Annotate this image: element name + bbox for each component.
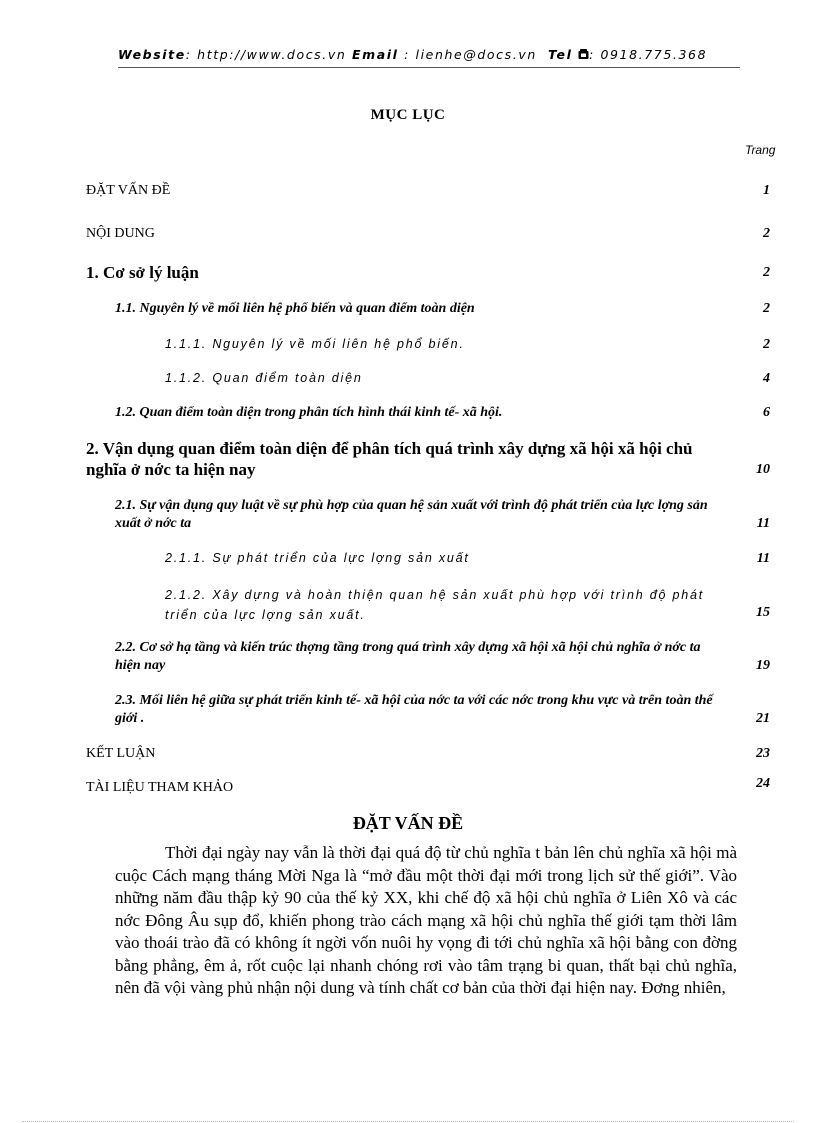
toc-entry-text: NỘI DUNG — [86, 226, 155, 241]
toc-entry-page: 10 — [756, 462, 770, 477]
toc-entry-text: 1. Cơ sở lý luận — [86, 263, 199, 282]
toc-entry-page: 2 — [763, 226, 770, 241]
toc-entry-text: 2. Vận dụng quan điểm toàn diện để phân tích quá trình xây dựng xã hội xã hội chủ nghĩa ở nớc ta hiện nay — [86, 439, 693, 479]
toc-entry-page: 11 — [756, 551, 770, 566]
tel-value: : 0918.775.368 — [589, 47, 708, 62]
toc-title: MỤC LỤC — [370, 107, 446, 123]
toc-entry-text: 2.3. Mối liên hệ giữa sự phát triển kinh tế- xã hội của nớc ta với các nớc trong khu vực và trên toàn thế giới . — [115, 693, 713, 726]
page-header — [118, 47, 740, 68]
toc-entry-text: KẾT LUẬN — [86, 746, 156, 761]
toc-entry-text: 1.1. Nguyên lý về mối liên hệ phổ biến và quan điểm toàn diện — [115, 301, 475, 316]
toc-entry-page: 24 — [756, 776, 770, 791]
toc-entry-text: 2.1. Sự vận dụng quy luật về sự phù hợp của quan hệ sản xuất với trình độ phát triển của lực lợng sản xuất ở nớc ta — [115, 498, 708, 531]
toc-entry-text: 1.1.2. Quan điểm toàn diện — [165, 371, 363, 385]
toc-entry-page: 2 — [763, 301, 770, 316]
phone-icon — [578, 49, 589, 60]
website-label: Website — [118, 47, 186, 62]
toc-entry-page: 4 — [763, 371, 770, 386]
section-title: ĐẶT VẤN ĐỀ — [352, 813, 464, 833]
toc-entry-text: ĐẶT VẤN ĐỀ — [86, 183, 171, 198]
toc-entry-page: 15 — [756, 605, 770, 620]
toc-entry-page: 1 — [763, 183, 770, 198]
toc-entry-text: TÀI LIỆU THAM KHẢO — [86, 780, 234, 795]
footer-rule — [22, 1121, 794, 1122]
toc-entry-page: 23 — [756, 746, 770, 761]
toc-entry-text: 2.1.2. Xây dựng và hoàn thiện quan hệ sản xuất phù hợp với trình độ phát triển của lực lợng sản xuất. — [165, 588, 705, 622]
toc-entry-page: 2 — [763, 265, 770, 280]
website-value[interactable]: : http://www.docs.vn — [185, 47, 347, 62]
body-paragraph: Thời đại ngày nay vẫn là thời đại quá độ từ chủ nghĩa t bản lên chủ nghĩa xã hội mà cuộc Cách mạng tháng Mời Nga là “mở đầu một thời đại mới trong lịch sử thế giới”. Vào những năm đầu thập kỷ 90 của thế kỷ XX, khi chế độ xã hội chủ nghĩa ở Liên Xô và các nớc Đông Âu sụp đổ, khiến phong trào cách mạng xã hội chủ nghĩa thế giới tạm thời lâm vào thoái trào đã có không ít ngời vốn nuôi hy vọng đi tới chủ nghĩa xã hội bằng con đờng bằng phẳng, êm ả, rốt cuộc lại nhanh chóng rơi vào tâm trạng bi quan, thất bại chủ nghĩa, nên đã vội vàng phủ nhận nội dung và tính chất cơ bản của thời đại hiện nay. Đơng nhiên, — [115, 843, 737, 997]
email-label: Email — [351, 47, 399, 62]
toc-entry-text: 1.2. Quan điểm toàn diện trong phân tích hình thái kinh tế- xã hội. — [115, 405, 503, 420]
toc-entry-page: 2 — [763, 337, 770, 352]
toc-entry-text: 2.1.1. Sự phát triển của lực lợng sản xuất — [165, 551, 470, 565]
tel-label: Tel — [548, 47, 573, 62]
email-value[interactable]: : lienhe@docs.vn — [404, 47, 537, 62]
toc-entry-page: 6 — [763, 405, 770, 420]
toc-entry-page: 19 — [756, 658, 770, 673]
page-column-label: Trang — [745, 143, 776, 157]
toc-entry-text: 2.2. Cơ sở hạ tầng và kiến trúc thợng tầng trong quá trình xây dựng xã hội xã hội chủ nghĩa ở nớc ta hiện nay — [115, 640, 701, 673]
toc-entry-page: 11 — [756, 516, 770, 531]
toc-entry-page: 21 — [756, 711, 770, 726]
toc-entry-text: 1.1.1. Nguyên lý về mối liên hệ phổ biến. — [165, 337, 465, 351]
